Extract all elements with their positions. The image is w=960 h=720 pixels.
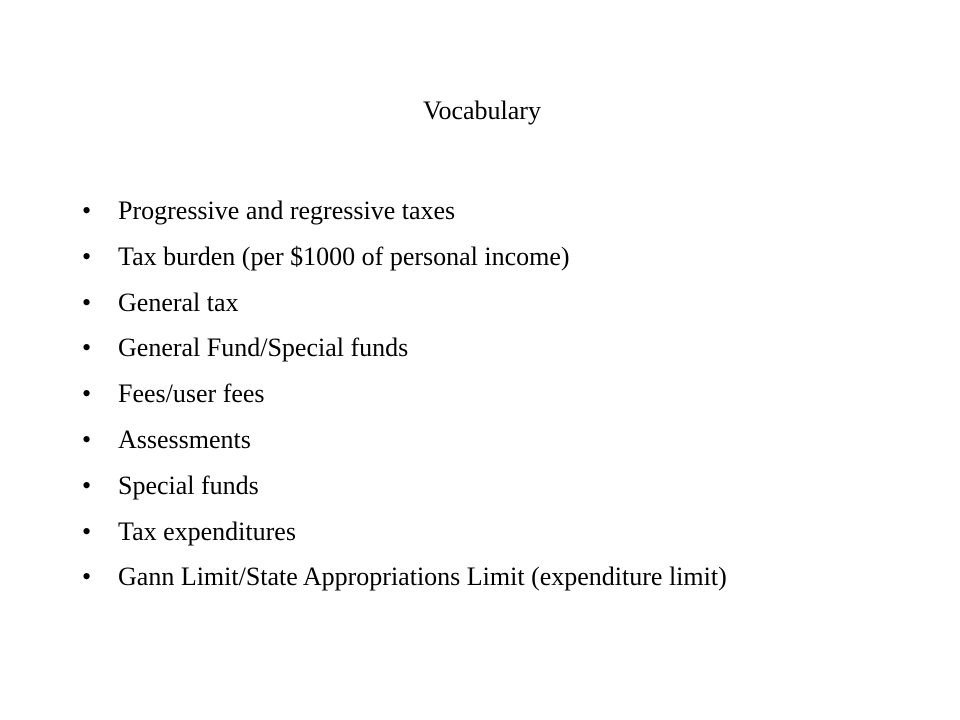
bullet-icon: • (82, 424, 92, 454)
list-item-text: Tax expenditures (118, 516, 296, 546)
list-item-text: Gann Limit/State Appropriations Limit (expenditure limit) (118, 562, 727, 592)
bullet-icon: • (82, 196, 92, 225)
list-item-text: General Fund/Special funds (118, 333, 409, 363)
slide-title: Vocabulary (423, 96, 541, 125)
bullet-icon: • (82, 379, 92, 409)
list-item-text: General tax (118, 287, 239, 317)
list-item-text: Special funds (118, 470, 259, 500)
bullet-icon: • (82, 516, 92, 546)
bullet-icon: • (82, 241, 92, 271)
list-item-text: Assessments (118, 424, 251, 454)
list-item-text: Tax burden (per $1000 of personal income) (118, 241, 570, 271)
bullet-icon: • (82, 287, 92, 317)
list-item-text: Fees/user fees (118, 379, 265, 409)
list-item-text: Progressive and regressive taxes (118, 196, 456, 225)
bullet-icon: • (82, 333, 92, 363)
bullet-icon: • (82, 562, 92, 592)
bullet-icon: • (82, 470, 92, 500)
